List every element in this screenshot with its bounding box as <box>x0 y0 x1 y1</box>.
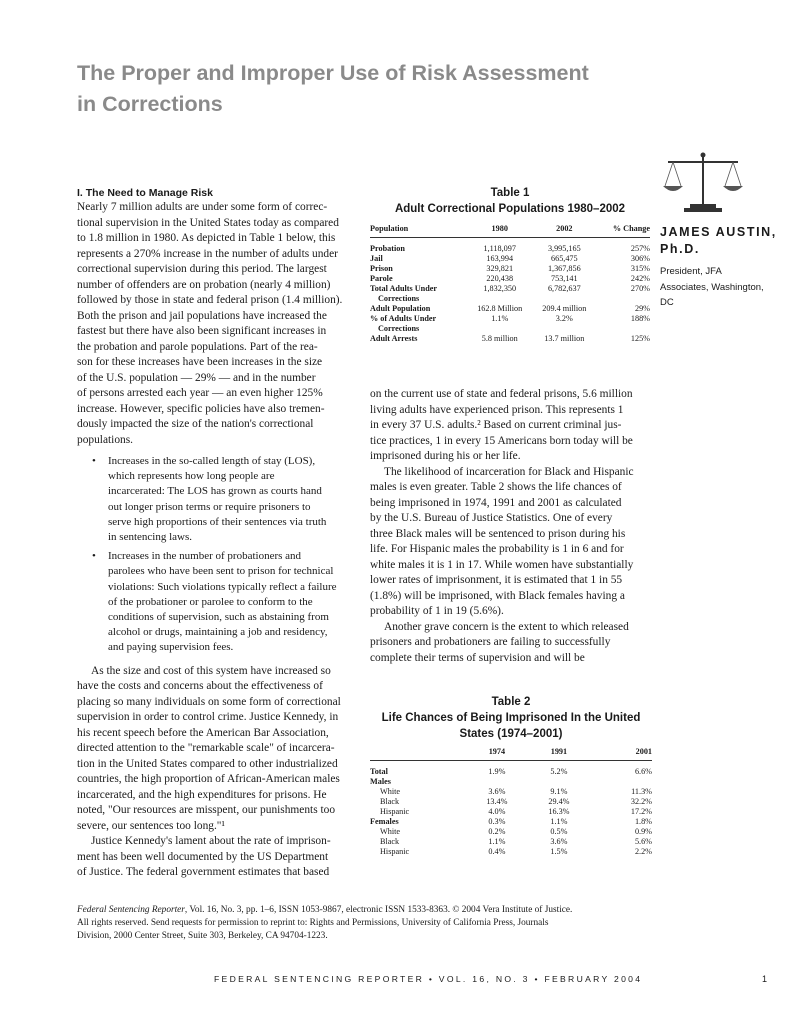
table-cell: 3.2% <box>555 314 573 323</box>
text-line: noted, "Our resources are misspent, our punishments too <box>77 804 336 817</box>
table-row <box>370 254 650 264</box>
table-row <box>370 334 650 344</box>
table-cell <box>466 777 528 787</box>
left-column <box>77 186 359 881</box>
table-cell: 2.2% <box>634 847 652 856</box>
text-line: Justice Kennedy's lament about the rate of imprison- <box>91 835 331 848</box>
table-1-header-change: % Change <box>612 224 650 233</box>
table-cell: 0.9% <box>634 827 652 836</box>
table-cell: 29% <box>634 304 650 313</box>
table-cell: 1.8% <box>634 817 652 826</box>
table-cell: 3.6% <box>550 837 568 846</box>
author-affiliation-line-3: DC <box>660 297 674 308</box>
section-heading: I. The Need to Manage Risk <box>77 187 213 199</box>
text-line: dously impacted the size of the nation's correctional <box>77 418 314 430</box>
text-line: of the probationer or parolee to conform to the <box>108 595 313 608</box>
table-row <box>370 847 652 857</box>
table-cell: 753,141 <box>551 274 578 283</box>
text-line: (1.8%) will be imprisoned, with Black females having a <box>370 589 625 602</box>
table-row <box>370 264 650 274</box>
table-cell: 257% <box>630 244 650 253</box>
text-line: the probation and parole populations. Part of the rea- <box>77 340 318 353</box>
bullet-list <box>77 454 359 656</box>
table-2-title-line-2: States (1974–2001) <box>459 728 563 740</box>
row-label: Hispanic <box>380 847 410 856</box>
table-cell: 188% <box>630 314 650 323</box>
text-line: fastest but there have also been significant increases in <box>77 325 327 337</box>
text-line: Nearly 7 million adults are under some form of correc- <box>77 201 328 213</box>
author-name-line-2: Ph.D. <box>660 242 700 256</box>
table-row <box>370 827 652 837</box>
text-line: imprisoned during his or her life. <box>370 450 521 462</box>
table-cell: 306% <box>630 254 650 263</box>
table-cell: 1,832,350 <box>483 284 517 293</box>
page-number: 1 <box>762 974 768 984</box>
text-line: to 1.8 million in 1980. As depicted in Table 1 below, this <box>77 232 336 244</box>
author-affiliation-line-1: President, JFA <box>660 266 722 277</box>
table-cell <box>528 777 590 787</box>
text-line: number of offenders are on probation (nearly 4 million) <box>77 278 331 291</box>
text-line: alcohol or drugs, maintaining a job and residency, <box>108 626 328 639</box>
table-2-label: Table 2 <box>491 696 531 708</box>
text-line: conditions of supervision, such as abstaining from <box>108 611 329 624</box>
table-cell: 270% <box>630 284 650 293</box>
table-cell: 13.7 million <box>544 334 585 343</box>
table-2-header-1991: 1991 <box>550 747 568 756</box>
row-label: Total <box>370 767 388 776</box>
text-line: living adults have experienced prison. This represents 1 <box>370 403 624 416</box>
journal-name: Federal Sentencing Reporter <box>77 905 185 915</box>
table-2-header-blank <box>370 747 466 761</box>
text-line: As the size and cost of this system have increased so <box>91 664 331 677</box>
table-cell: 665,475 <box>551 254 578 263</box>
table-row <box>370 274 650 284</box>
table-cell: 16.3% <box>548 807 570 816</box>
table-1-header-population: Population <box>370 224 409 233</box>
kennedy-paragraph <box>77 664 359 835</box>
title-line-2: in Corrections <box>77 92 223 116</box>
bullet-item <box>77 454 359 545</box>
life-chances-paragraph <box>370 465 652 620</box>
table-row <box>370 807 652 817</box>
table-cell: 13.4% <box>486 797 508 806</box>
text-line: Increases in the number of probationers and <box>108 550 302 563</box>
text-line: placing so many individuals on some form of correctional <box>77 695 341 708</box>
bullet-icon: • <box>92 455 96 467</box>
table-cell: 220,438 <box>486 274 514 283</box>
table-cell: 5.6% <box>634 837 652 846</box>
text-line: parolees who have been sent to prison for technical <box>108 565 334 578</box>
row-label: % of Adults Under Corrections <box>370 314 437 333</box>
text-line: correctional supervision during this period. The largest <box>77 263 327 275</box>
row-label: Prison <box>370 264 393 273</box>
scales-of-justice-icon <box>660 150 746 214</box>
middle-column <box>370 387 652 666</box>
table-row <box>370 797 652 807</box>
table-cell: 315% <box>630 264 650 273</box>
row-label: White <box>380 827 401 836</box>
row-label: Black <box>380 837 400 846</box>
text-line: his recent speech before the American Bar Association, <box>77 726 329 739</box>
text-line: directed attention to the "remarkable scale" of incarcera- <box>77 742 335 755</box>
table-row <box>370 817 652 827</box>
table-cell: 32.2% <box>630 797 652 806</box>
table-cell: 17.2% <box>630 807 652 816</box>
footnote-line-3: Division, 2000 Center Street, Suite 303, Berkeley, CA 94704-1223. <box>77 931 328 942</box>
author-block <box>660 224 780 311</box>
text-line: populations. <box>77 433 134 446</box>
text-line: complete their terms of supervision and will be <box>370 651 585 664</box>
text-line: by the U.S. Bureau of Justice Statistics. One of every <box>370 512 613 524</box>
table-row <box>370 238 650 255</box>
text-line: followed by those in state and federal prison (1.4 million). <box>77 294 343 306</box>
text-line: of Justice. The federal government estimates that based <box>77 866 330 879</box>
table-cell: 329,821 <box>486 264 514 273</box>
text-line: Another grave concern is the extent to which released <box>384 620 629 633</box>
table-cell: 5.2% <box>550 767 568 776</box>
table-cell: 1,118,097 <box>483 244 516 253</box>
text-line: and paying supervision fees. <box>108 641 234 654</box>
table-cell: 209.4 million <box>542 304 587 313</box>
text-line: lower rates of imprisonment, it is estimated that 1 in 55 <box>370 574 623 586</box>
table-cell: 1.1% <box>550 817 568 826</box>
table-cell: 4.0% <box>488 807 506 816</box>
text-line: males is even greater. Table 2 shows the life chances of <box>370 481 622 493</box>
author-name <box>660 224 780 258</box>
table-cell: 5.8 million <box>481 334 518 343</box>
row-label: White <box>380 787 401 796</box>
table-row <box>370 777 652 787</box>
table-row <box>370 314 650 334</box>
text-line: out longer prison terms or require prisoners to <box>108 500 311 513</box>
text-line: ment has been well documented by the US Department <box>77 850 329 863</box>
table-cell: 0.3% <box>488 817 506 826</box>
table-cell: 11.3% <box>631 787 652 796</box>
table-2-header-2001: 2001 <box>635 747 652 756</box>
author-affiliation <box>660 264 780 311</box>
table-cell: 0.2% <box>488 827 506 836</box>
supervision-paragraph <box>370 620 652 667</box>
table-cell: 1,367,856 <box>547 264 581 273</box>
text-line: severe, our sentences too long."¹ <box>77 819 225 832</box>
text-line: prisoners and probationers are failing to successfully <box>370 636 611 648</box>
row-label: Males <box>370 777 391 786</box>
table-cell: 242% <box>630 274 650 283</box>
footnote-line-2: All rights reserved. Send requests for permission to reprint to: Rights and Permissions, University of California Press, Journals <box>77 918 549 929</box>
row-label: Hispanic <box>380 807 410 816</box>
row-label: Parole <box>370 274 393 283</box>
table-1-grid <box>370 224 650 344</box>
text-line: violations: Such violations typically reflect a failure <box>108 580 337 593</box>
table-cell: 3.6% <box>488 787 506 796</box>
running-footer: FEDERAL SENTENCING REPORTER • VOL. 16, NO. 3 • FEBRUARY 2004 <box>214 974 643 984</box>
table-cell: 0.5% <box>550 827 568 836</box>
table-cell: 1.1% <box>488 837 506 846</box>
table-row <box>370 304 650 314</box>
bullet-icon: • <box>92 550 96 563</box>
table-cell: 162.8 Million <box>477 304 523 313</box>
text-line: son for these increases have been increases in the size <box>77 356 323 368</box>
table-1-label: Table 1 <box>490 187 530 199</box>
row-label: Adult Population <box>370 304 431 313</box>
row-label: Black <box>380 797 400 806</box>
footnote-line-1: , Vol. 16, No. 3, pp. 1–6, ISSN 1053-9867, electronic ISSN 1533-8363. © 2004 Vera Institute of Justice. <box>184 905 573 915</box>
table-1-header-1980: 1980 <box>491 224 508 233</box>
text-line: tional supervision in the United States today as compared <box>77 216 339 229</box>
text-line: incarcerated, and the high expenditures for prisons. He <box>77 788 327 801</box>
text-line: Increases in the so-called length of stay (LOS), <box>108 455 316 467</box>
text-line: represents a 270% increase in the number of adults under <box>77 247 338 260</box>
text-line: white males it is 1 in 17. While women have substantially <box>370 558 634 571</box>
table-cell: 163,994 <box>486 254 514 263</box>
text-line: of persons arrested each year — an even higher 125% <box>77 387 323 399</box>
table-cell <box>590 777 652 787</box>
table-2-grid <box>370 747 652 857</box>
text-line: probability of 1 in 19 (5.6%). <box>370 605 504 617</box>
table-1 <box>370 185 650 344</box>
table-1-title: Adult Correctional Populations 1980–2002 <box>394 203 626 215</box>
text-line: of the U.S. population — 29% — and in the number <box>77 371 316 384</box>
table-cell: 0.4% <box>488 847 506 856</box>
table-cell: 1.9% <box>488 767 506 776</box>
table-cell: 125% <box>630 334 650 343</box>
bullet-item <box>77 549 359 655</box>
text-line: in every 37 U.S. adults.² Based on current criminal jus- <box>370 419 622 431</box>
text-line: which represents how long people are <box>108 470 275 483</box>
table-1-header-2002: 2002 <box>556 224 573 233</box>
table-cell: 6,782,637 <box>547 284 581 293</box>
row-label: Total Adults Under Corrections <box>370 284 438 303</box>
text-line: Both the prison and jail populations have increased the <box>77 309 327 322</box>
text-line: supervision in order to control crime. Justice Kennedy, in <box>77 711 339 724</box>
row-label: Females <box>370 817 399 826</box>
text-line: incarcerated: The LOS has grown as courts hand <box>108 485 322 498</box>
text-line: life. For Hispanic males the probability is 1 in 6 and for <box>370 543 624 555</box>
article-title <box>77 58 637 120</box>
prison-experience-paragraph <box>370 387 652 465</box>
table-cell: 1.5% <box>550 847 568 856</box>
table-2-header-1974: 1974 <box>488 747 506 756</box>
text-line: increase. However, specific policies have also tremen- <box>77 402 325 415</box>
text-line: have the costs and concerns about the effectiveness of <box>77 680 323 693</box>
text-line: tion in the United States compared to other industrialized <box>77 757 338 770</box>
author-affiliation-line-2: Associates, Washington, <box>660 281 764 293</box>
text-line: countries, the high proportion of African-American males <box>77 773 340 786</box>
text-line: being imprisoned in 1974, 1991 and 2001 as calculated <box>370 496 622 509</box>
text-line: The likelihood of incarceration for Black and Hispanic <box>384 465 634 478</box>
row-label: Adult Arrests <box>370 334 418 343</box>
title-line-1: The Proper and Improper Use of Risk Assessment <box>77 61 589 85</box>
row-label: Probation <box>370 244 405 253</box>
author-name-line-1: JAMES AUSTIN, <box>660 225 777 239</box>
table-cell: 6.6% <box>634 767 652 776</box>
text-line: on the current use of state and federal prisons, 5.6 million <box>370 388 633 400</box>
table-row <box>370 284 650 304</box>
table-cell: 1.1% <box>491 314 509 323</box>
table-cell: 29.4% <box>548 797 570 806</box>
table-row <box>370 787 652 797</box>
table-cell: 3,995,165 <box>547 244 581 253</box>
table-2 <box>370 694 652 857</box>
table-2-title-line-1: Life Chances of Being Imprisoned In the United <box>381 712 641 724</box>
row-label: Jail <box>370 254 383 263</box>
text-line: tice practices, 1 in every 15 Americans born today will be <box>370 434 633 447</box>
doj-paragraph <box>77 834 359 881</box>
text-line: in sentencing laws. <box>108 531 193 544</box>
publication-footnote <box>77 904 717 944</box>
intro-paragraph <box>77 200 359 448</box>
table-row <box>370 761 652 778</box>
text-line: three Black males will be sentenced to prison during his <box>370 527 626 540</box>
table-cell: 9.1% <box>550 787 568 796</box>
text-line: serve high proportions of their sentences via truth <box>108 515 327 528</box>
table-row <box>370 837 652 847</box>
